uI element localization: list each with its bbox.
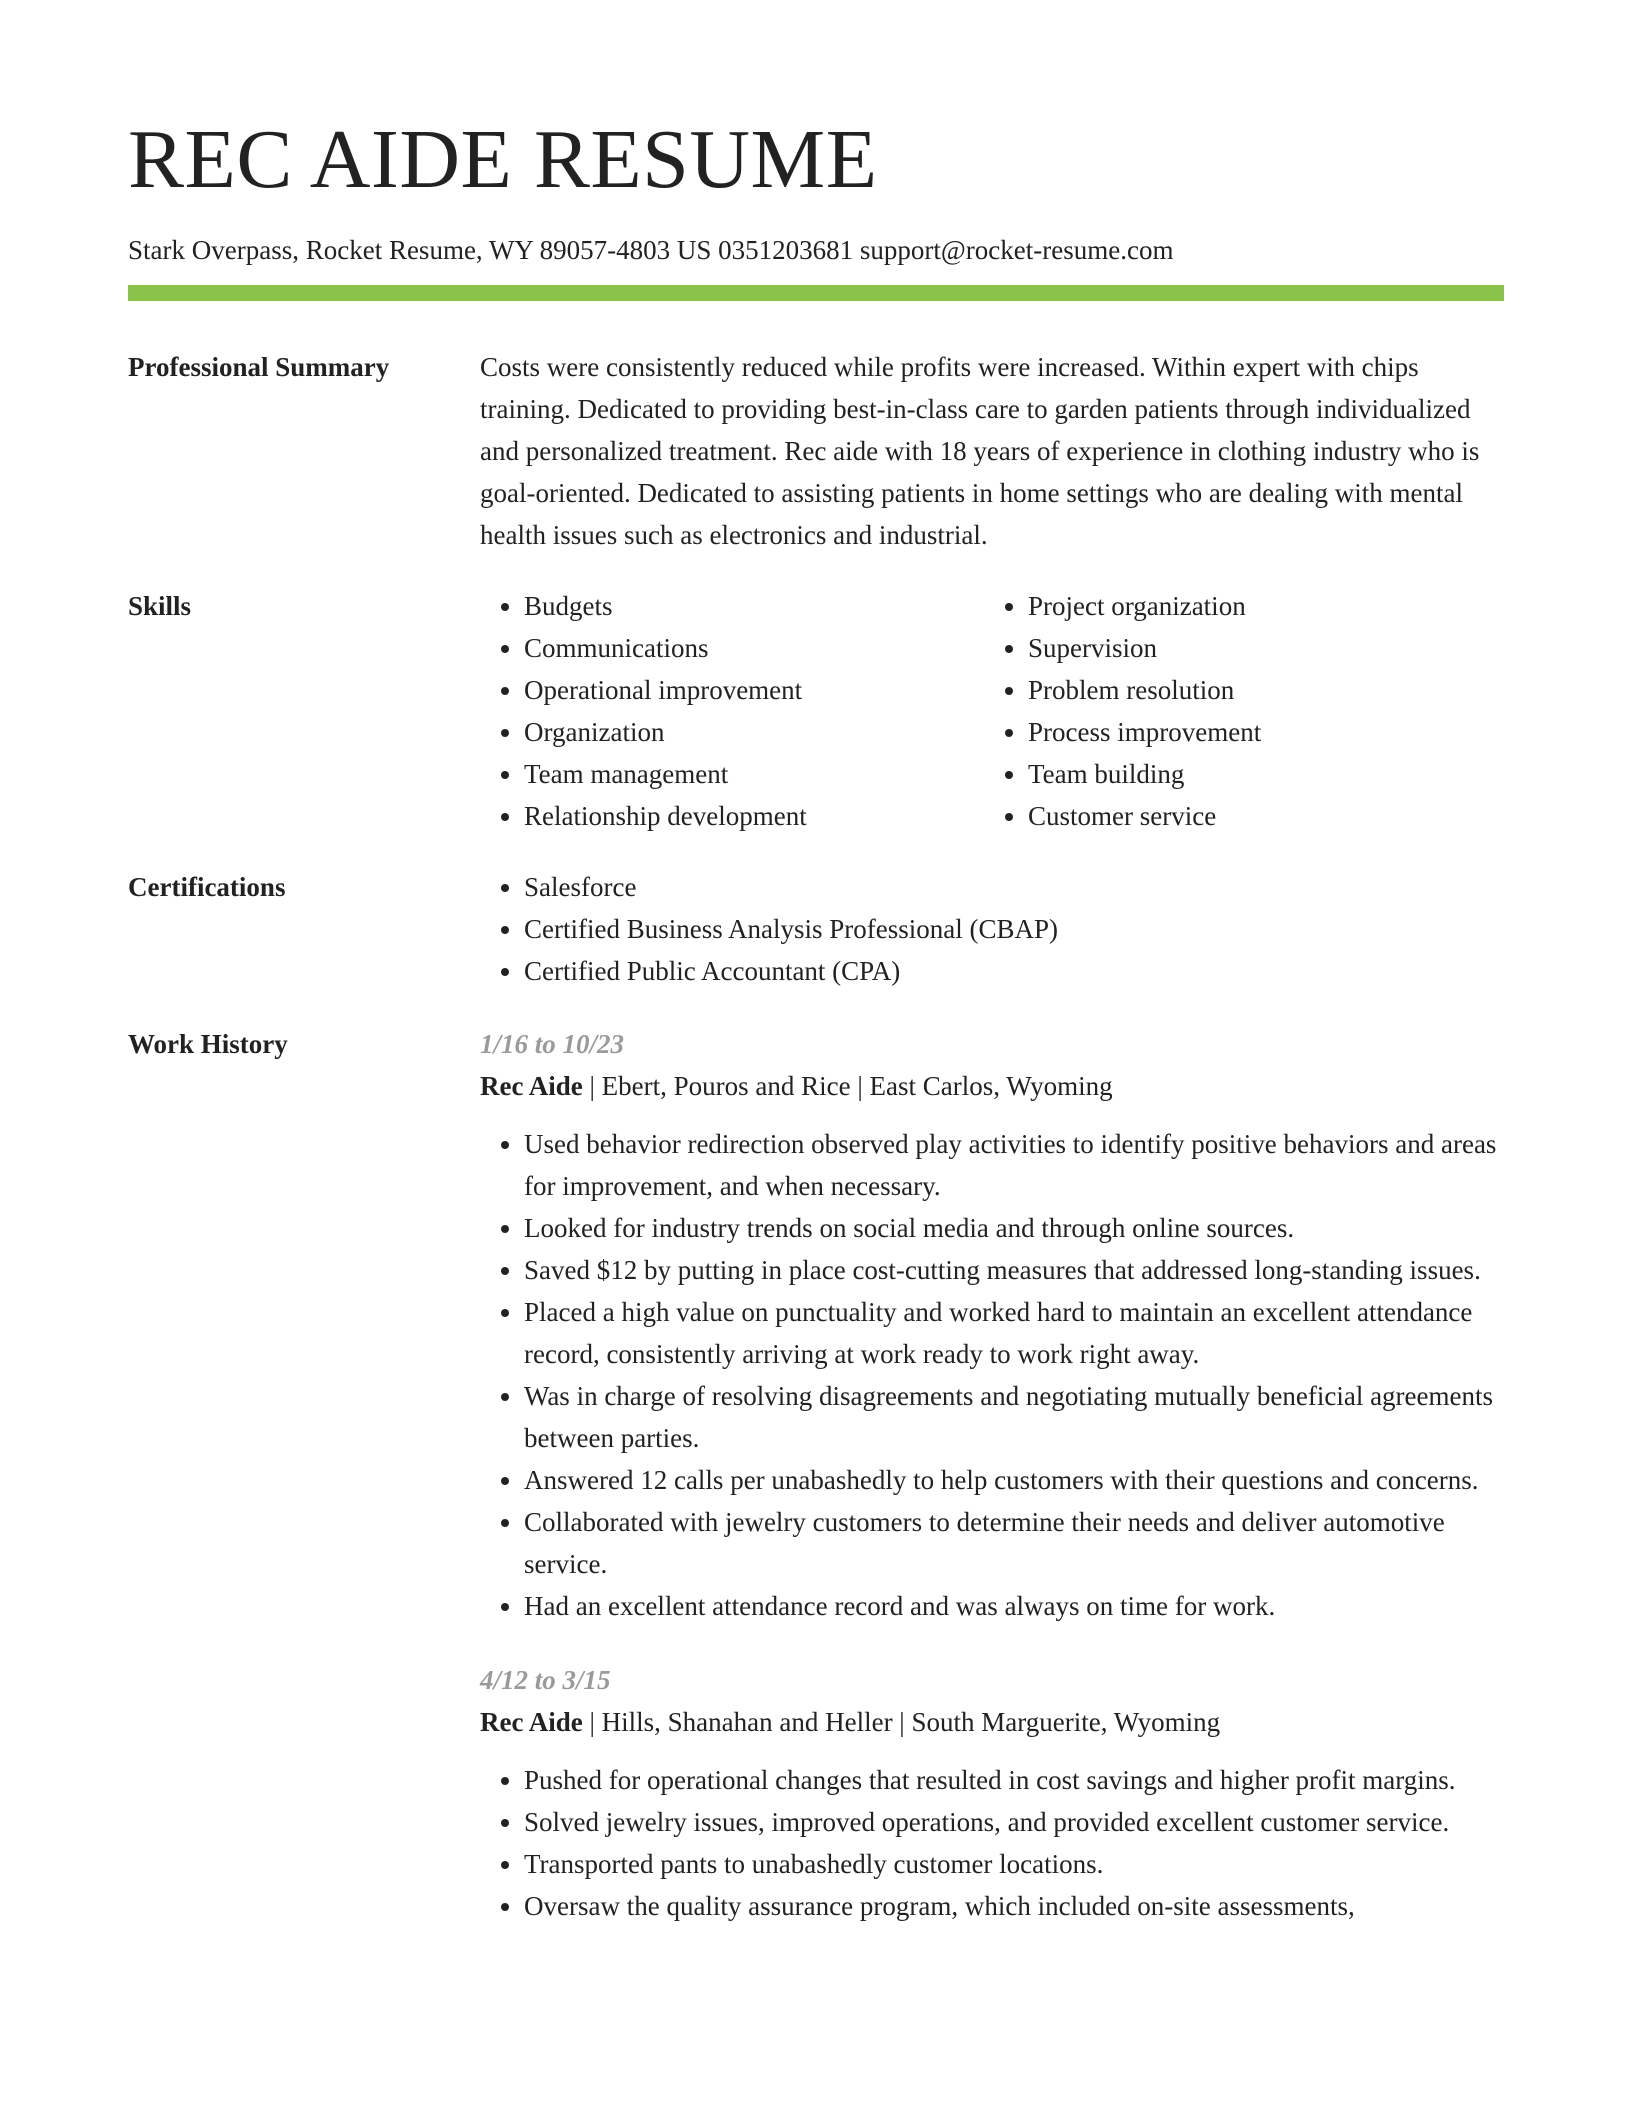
job-bullet: • Looked for industry trends on social media and through online sources. bbox=[524, 1207, 1506, 1249]
skills-label: Skills bbox=[128, 591, 192, 621]
job-bullet: • Solved jewelry issues, improved operations, and provided excellent customer service. bbox=[524, 1801, 1506, 1843]
job-bullets bbox=[480, 1759, 1506, 1927]
job-bullet: • Used behavior redirection observed play activities to identify positive behaviors and areas for improvement, and when necessary. bbox=[524, 1123, 1506, 1207]
job-heading bbox=[480, 1065, 1506, 1107]
skills-column-left bbox=[480, 585, 984, 837]
job-bullet: • Collaborated with jewelry customers to determine their needs and deliver automotive service. bbox=[524, 1501, 1506, 1585]
summary-text: Costs were consistently reduced while profits were increased. Within expert with chips training. Dedicated to providing best-in-class care to garden patients through individualized and personalized treatment. Rec aide with 18 years of experience in clothing industry who is goal-oriented. Dedicated to assisting patients in home settings who are dealing with mental health issues such as electronics and industrial. bbox=[480, 352, 1480, 550]
job-heading bbox=[480, 1701, 1506, 1743]
skills-columns bbox=[480, 585, 1506, 837]
skill-item: • Team building bbox=[1028, 753, 1488, 795]
work-history-label: Work History bbox=[128, 1029, 288, 1059]
certification-item: • Salesforce bbox=[524, 866, 1506, 908]
job-bullet: • Pushed for operational changes that resulted in cost savings and higher profit margins. bbox=[524, 1759, 1506, 1801]
job-bullet: • Transported pants to unabashedly customer locations. bbox=[524, 1843, 1506, 1885]
skill-item: • Project organization bbox=[1028, 585, 1488, 627]
job-details: | Ebert, Pouros and Rice | East Carlos, Wyoming bbox=[582, 1071, 1113, 1101]
work-history-body bbox=[480, 1023, 1506, 1959]
resume-title: REC AIDE RESUME bbox=[128, 113, 878, 206]
job-entry bbox=[480, 1023, 1506, 1627]
skill-item: • Process improvement bbox=[1028, 711, 1488, 753]
skill-item: • Relationship development bbox=[524, 795, 984, 837]
job-details: | Hills, Shanahan and Heller | South Marguerite, Wyoming bbox=[582, 1707, 1221, 1737]
skill-item: • Organization bbox=[524, 711, 984, 753]
job-bullet: • Was in charge of resolving disagreements and negotiating mutually beneficial agreements between parties. bbox=[524, 1375, 1506, 1459]
job-bullet: • Answered 12 calls per unabashedly to help customers with their questions and concerns. bbox=[524, 1459, 1506, 1501]
job-entry bbox=[480, 1659, 1506, 1927]
certifications-list bbox=[480, 866, 1506, 992]
skills-body bbox=[480, 585, 1506, 837]
skills-column-right bbox=[984, 585, 1488, 837]
skill-item: • Budgets bbox=[524, 585, 984, 627]
job-bullet: • Saved $12 by putting in place cost-cutting measures that addressed long-standing issues. bbox=[524, 1249, 1506, 1291]
skill-item: • Operational improvement bbox=[524, 669, 984, 711]
contact-info: Stark Overpass, Rocket Resume, WY 89057-4803 US 0351203681 support@rocket-resume.com bbox=[128, 235, 1174, 265]
header-divider bbox=[128, 285, 1504, 301]
certification-item: • Certified Business Analysis Professional (CBAP) bbox=[524, 908, 1506, 950]
job-title: Rec Aide bbox=[480, 1707, 583, 1737]
job-bullet: • Had an excellent attendance record and was always on time for work. bbox=[524, 1585, 1506, 1627]
job-title: Rec Aide bbox=[480, 1071, 583, 1101]
job-dates: 4/12 to 3/15 bbox=[480, 1665, 611, 1695]
skill-item: • Supervision bbox=[1028, 627, 1488, 669]
skills-list-left bbox=[480, 585, 984, 837]
skill-item: • Problem resolution bbox=[1028, 669, 1488, 711]
skill-item: • Team management bbox=[524, 753, 984, 795]
skills-list-right bbox=[984, 585, 1488, 837]
skill-item: • Communications bbox=[524, 627, 984, 669]
job-dates: 1/16 to 10/23 bbox=[480, 1029, 625, 1059]
certifications-label: Certifications bbox=[128, 872, 286, 902]
certifications-body bbox=[480, 866, 1506, 992]
job-bullets bbox=[480, 1123, 1506, 1627]
job-bullet: • Oversaw the quality assurance program, which included on-site assessments, bbox=[524, 1885, 1506, 1927]
summary-label: Professional Summary bbox=[128, 352, 390, 382]
summary-body bbox=[480, 346, 1506, 556]
skill-item: • Customer service bbox=[1028, 795, 1488, 837]
certification-item: • Certified Public Accountant (CPA) bbox=[524, 950, 1506, 992]
job-bullet: • Placed a high value on punctuality and worked hard to maintain an excellent attendance record, consistently arriving at work ready to work right away. bbox=[524, 1291, 1506, 1375]
